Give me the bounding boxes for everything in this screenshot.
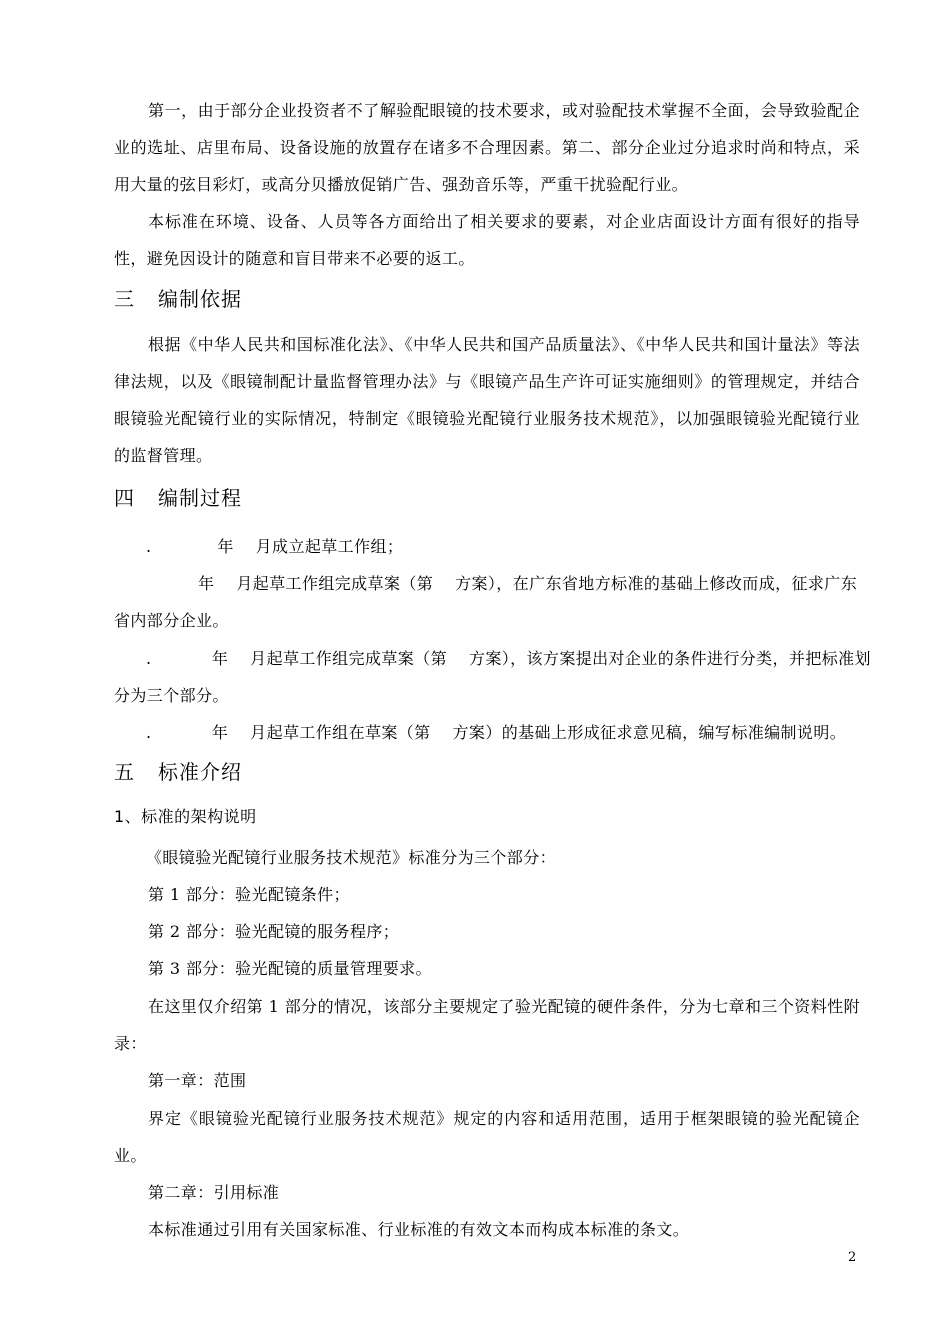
chapter-2-text: 本标准通过引用有关国家标准、行业标准的有效文本而构成本标准的条文。 (148, 1220, 690, 1239)
intro-paragraph-2: 本标准在环境、设备、人员等各方面给出了相关要求的要素，对企业店面设计方面有很好的指导性，避免因设计的随意和盲目带来不必要的返工。 (114, 212, 860, 268)
chapter-2-title: 第二章：引用标准 (148, 1183, 280, 1202)
page-number: 2 (848, 1250, 857, 1265)
section-3-number: 三 (114, 287, 135, 311)
process-item-2-line-2: 省内部分企业。 (114, 611, 229, 630)
structure-part-2: 第 2 部分：验光配镜的服务程序； (148, 922, 400, 941)
process-item-4: . 年 月起草工作组在草案（第 方案）的基础上形成征求意见稿，编写标准编制说明。 (146, 723, 847, 742)
section-3-heading (114, 285, 242, 313)
chapter-1-title: 第一章：范围 (148, 1071, 247, 1090)
process-item-1: . 年 月成立起草工作组； (146, 537, 404, 556)
section-5-number: 五 (114, 760, 135, 784)
section-5-title: 标准介绍 (158, 760, 242, 784)
section-3-title: 编制依据 (158, 287, 242, 311)
structure-part-1: 第 1 部分：验光配镜条件； (148, 885, 350, 904)
process-item-3-line-2: 分为三个部分。 (114, 686, 229, 705)
section-4-heading (114, 484, 242, 512)
section-3-paragraph: 根据《中华人民共和国标准化法》、《中华人民共和国产品质量法》、《中华人民共和国计量法》等法律法规，以及《眼镜制配计量监督管理办法》与《眼镜产品生产许可证实施细则》的管理规定，并结合眼镜验光配镜行业的实际情况，特制定《眼镜验光配镜行业服务技术规范》，以加强眼镜验光配镜行业的监督管理。 (114, 335, 860, 465)
process-item-2-line-1: 年 月起草工作组完成草案（第 方案），在广东省地方标准的基础上修改而成，征求广东 (198, 574, 858, 593)
process-item-3-line-1: . 年 月起草工作组完成草案（第 方案），该方案提出对企业的条件进行分类，并把标准划 (146, 649, 871, 668)
chapter-1-text: 界定《眼镜验光配镜行业服务技术规范》规定的内容和适用范围，适用于框架眼镜的验光配镜企业。 (114, 1109, 860, 1165)
subsection-1-heading: 1、标准的架构说明 (114, 807, 257, 826)
structure-line-intro: 《眼镜验光配镜行业服务技术规范》标准分为三个部分： (146, 848, 557, 867)
structure-part-3: 第 3 部分：验光配镜的质量管理要求。 (148, 959, 432, 978)
section-5-heading (114, 758, 242, 786)
intro-paragraph-1: 第一，由于部分企业投资者不了解验配眼镜的技术要求，或对验配技术掌握不全面，会导致验配企业的选址、店里布局、设备设施的放置存在诸多不合理因素。第二、部分企业过分追求时尚和特点，采用大量的弦目彩灯，或高分贝播放促销广告、强劲音乐等，严重干扰验配行业。 (114, 101, 860, 194)
section-4-number: 四 (114, 486, 135, 510)
part-1-intro-paragraph: 在这里仅介绍第 1 部分的情况，该部分主要规定了验光配镜的硬件条件，分为七章和三个资料性附录： (114, 997, 860, 1053)
section-4-title: 编制过程 (158, 486, 242, 510)
